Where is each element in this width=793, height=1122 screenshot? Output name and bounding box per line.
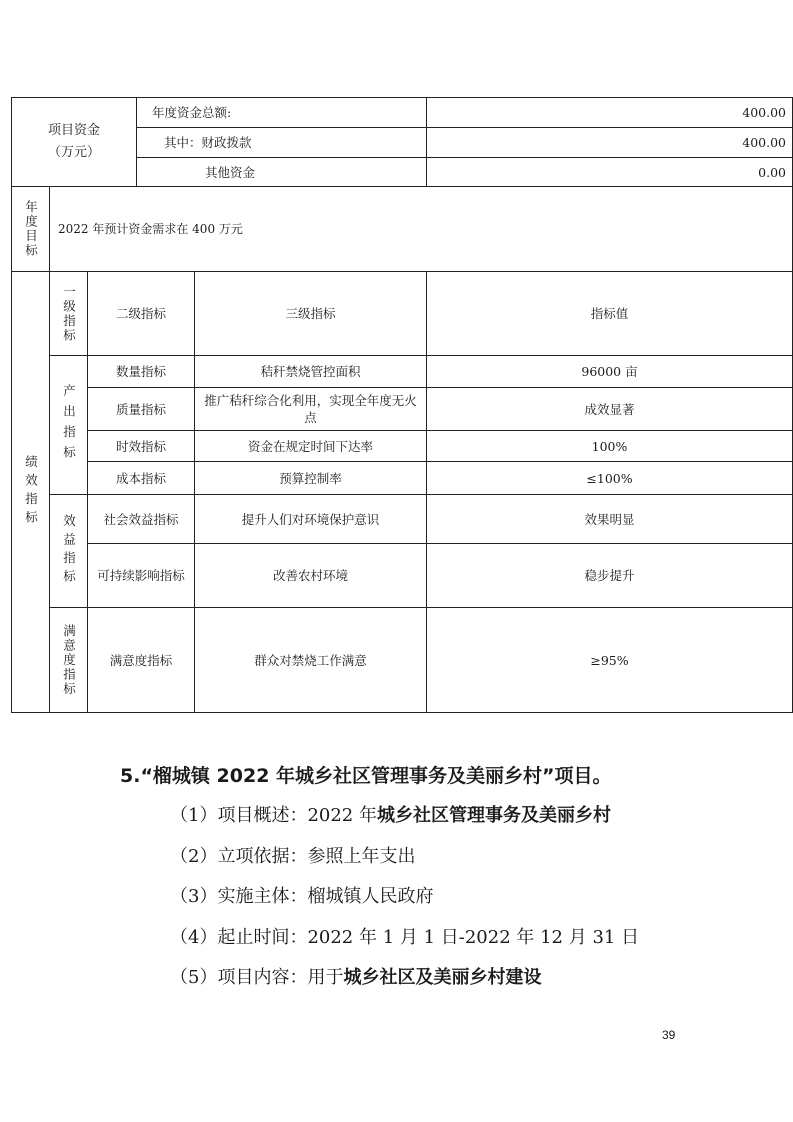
row-level2: 可持续影响指标 xyxy=(97,568,185,583)
funds-total-label: 年度资金总额: xyxy=(152,105,232,120)
benefit-indicator-label: 效益指标 xyxy=(61,514,77,588)
funds-other-value: 0.00 xyxy=(758,164,786,180)
header-level3: 三级指标 xyxy=(285,306,336,321)
satisfaction-indicator-label: 满意度指标 xyxy=(61,623,77,697)
header-value: 指标值 xyxy=(590,306,629,321)
output-indicator-label: 产出指标 xyxy=(61,384,77,466)
row-level2: 质量指标 xyxy=(115,401,166,417)
row-value: 效果明显 xyxy=(584,511,635,527)
row-value: 稳步提升 xyxy=(584,568,635,583)
row-value: ≥95% xyxy=(590,652,629,668)
row-value: 96000 亩 xyxy=(581,364,638,379)
funds-other-label: 其他资金 xyxy=(205,164,256,180)
row-level3: 提升人们对环境保护意识 xyxy=(241,511,380,527)
funds-fiscal-value: 400.00 xyxy=(742,135,786,150)
annual-goal-label: 年度目标 xyxy=(23,200,39,258)
row-level2: 成本指标 xyxy=(115,470,166,486)
funds-label: 项目资金 （万元） xyxy=(47,123,100,160)
item-prefix: （5）项目内容：用于 xyxy=(170,967,344,988)
funds-fiscal-label: 其中：财政拨款 xyxy=(164,135,252,150)
row-level3: 资金在规定时间下达率 xyxy=(247,438,373,454)
row-level2: 时效指标 xyxy=(115,438,166,454)
row-level2: 数量指标 xyxy=(115,364,166,379)
item-overview xyxy=(170,804,611,828)
item-prefix: （4）起止时间：2022 年 1 月 1 日-2022 年 12 月 31 日 xyxy=(170,927,640,948)
row-value: ≤100% xyxy=(586,470,633,486)
header-level1: 一级指标 xyxy=(61,284,77,343)
row-level3: 预算控制率 xyxy=(279,470,342,486)
row-level3: 群众对禁烧工作满意 xyxy=(254,652,367,668)
row-level3: 秸秆禁烧管控面积 xyxy=(260,364,361,379)
row-value: 成效显著 xyxy=(584,401,635,417)
item-content xyxy=(170,966,541,990)
header-level2: 二级指标 xyxy=(115,306,166,321)
item-prefix: （2）立项依据：参照上年支出 xyxy=(170,846,416,867)
section-heading: 5.“榴城镇 2022 年城乡社区管理事务及美丽乡村”项目。 xyxy=(120,765,612,787)
item-implementer xyxy=(170,885,433,909)
row-level3: 改善农村环境 xyxy=(272,568,348,583)
item-basis xyxy=(170,845,415,869)
item-prefix: （3）实施主体：榴城镇人民政府 xyxy=(170,886,434,907)
item-prefix: （1）项目概述：2022 年 xyxy=(170,805,377,826)
row-value: 100% xyxy=(591,438,628,454)
item-emphasis: 城乡社区及美丽乡村建设 xyxy=(343,967,542,988)
item-emphasis: 城乡社区管理事务及美丽乡村 xyxy=(376,805,611,826)
performance-label: 绩效指标 xyxy=(23,455,39,529)
row-level2: 满意度指标 xyxy=(109,652,173,668)
funds-total-value: 400.00 xyxy=(742,105,786,120)
page-number: 39 xyxy=(662,1028,676,1042)
item-period xyxy=(170,926,639,950)
annual-goal-text: 2022 年预计资金需求在 400 万元 xyxy=(58,221,243,236)
row-level3: 推广秸秆综合化利用，实现全年度无火点 xyxy=(204,393,417,425)
row-level2: 社会效益指标 xyxy=(103,511,179,527)
